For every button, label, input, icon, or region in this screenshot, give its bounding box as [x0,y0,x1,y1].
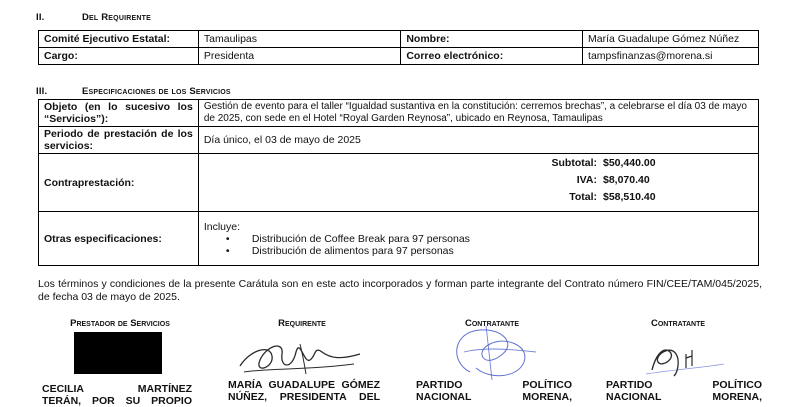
iva-value: $8,070.40 [603,174,650,186]
cargo-label: Cargo: [39,48,199,65]
total-value: $58,510.40 [603,191,656,203]
otras-intro: Incluye: [203,220,241,233]
table-row [39,127,759,154]
total-label: Total: [569,191,597,203]
periodo-value: Día único, el 03 de mayo de 2025 [198,127,758,154]
total-row [204,191,753,208]
section-2-title: Del Requirente [82,12,151,23]
incorporation-paragraph: Los términos y condiciones de la presente Carátula son en este acto incorporados y forman parte integrante del Contrato número FIN/CEE/TAM/045/2025, de fecha 03 de mayo de 2025. [38,278,762,303]
subtotal-label: Subtotal: [551,157,597,169]
signature-name-prestador [42,383,192,407]
signature-line: CECILIA MARTÍNEZ [42,383,192,395]
otras-list [226,233,753,257]
signature-line: PARTIDO POLÍTICO [416,379,572,391]
signature-heading-requirente: Requirente [278,318,326,329]
especificaciones-table [38,99,759,266]
signature-line: PARTIDO POLÍTICO [606,379,762,391]
table-row [39,212,759,266]
iva-label: IVA: [576,174,597,186]
subtotal-value: $50,440.00 [603,157,656,169]
table-row [39,48,759,65]
comite-label: Comité Ejecutivo Estatal: [39,31,199,48]
otras-value [198,212,758,266]
signature-line: NÚÑEZ, PRESIDENTA DEL [228,391,380,403]
list-item: • Distribución de Coffee Break para 97 personas [226,233,753,245]
objeto-value: Gestión de evento para el taller “Igualdad sustantiva en la constitución: cerremos brechas”, a celebrarse el día 03 de mayo de 2025, con sede en el Hotel “Royal Garden Reynosa”, ubicado en Reynosa, Tamaulipas [198,100,758,127]
correo-value: tampsfinanzas@morena.si [583,48,759,65]
list-item: • Distribución de alimentos para 97 personas [226,245,753,257]
signature-contratante-2 [640,334,730,378]
signature-heading-contratante-1: Contratante [464,318,520,329]
signature-name-requirente [228,379,380,403]
cargo-value: Presidenta [198,48,400,65]
signature-line: TERÁN, POR SU PROPIO [42,395,192,407]
otras-label: Otras especificaciones: [39,212,199,266]
section-3-number: III. [36,86,48,97]
table-row [39,100,759,127]
signature-requirente [230,330,370,380]
nombre-label: Nombre: [401,31,583,48]
comite-value: Tamaulipas [198,31,400,48]
table-row [39,154,759,212]
section-2-heading [28,12,151,23]
signature-line: MARÍA GUADALUPE GÓMEZ [228,379,380,391]
contraprestacion-value [198,154,758,212]
signature-line: NACIONAL MORENA, [606,391,762,403]
section-3-title: Especificaciones de los Servicios [82,86,231,97]
section-2-number: II. [36,12,45,23]
objeto-label: Objeto (en lo sucesivo los “Servicios”): [39,100,199,127]
section-3-heading [28,86,231,97]
signature-heading-prestador: Prestador de Servicios [70,318,170,329]
nombre-value: María Guadalupe Gómez Núñez [583,31,759,48]
signature-contratante-1 [440,322,550,382]
signature-heading-contratante-2: Contratante [650,318,706,329]
iva-row [204,174,753,191]
requirente-table [38,30,759,65]
signature-name-contratante-2 [606,379,762,403]
subtotal-row [204,157,753,174]
redacted-signature [74,332,162,374]
periodo-label: Periodo de prestación de los servicios: [39,127,199,154]
contraprestacion-label: Contraprestación: [39,154,199,212]
table-row [39,31,759,48]
signature-line: NACIONAL MORENA, [416,391,572,403]
signature-name-contratante-1 [416,379,572,403]
correo-label: Correo electrónico: [401,48,583,65]
